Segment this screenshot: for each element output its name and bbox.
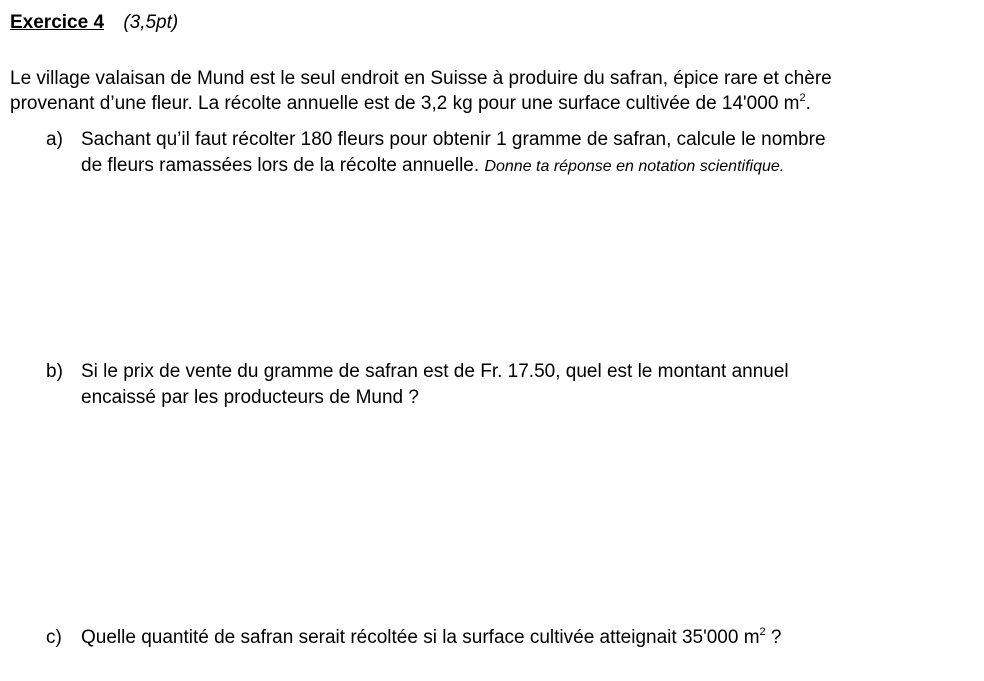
question-a-line-2 xyxy=(81,153,966,180)
intro-line-2-end: . xyxy=(805,93,811,114)
question-c-text xyxy=(81,625,966,651)
intro-line-2 xyxy=(10,91,975,116)
question-c-line-1 xyxy=(81,625,966,651)
question-a-note: Donne ta réponse en notation scientifique. xyxy=(484,158,785,175)
question-c-exponent: 2 xyxy=(759,625,766,638)
intro-exponent: 2 xyxy=(799,91,806,104)
question-c-letter: c) xyxy=(46,627,62,648)
question-c xyxy=(46,625,966,651)
question-a-line-1: Sachant qu’il faut récolter 180 fleurs pour obtenir 1 gramme de safran, calcule le nombre xyxy=(81,129,826,150)
question-b-text xyxy=(81,359,966,411)
question-a-letter: a) xyxy=(46,129,63,150)
intro-line-2-text: provenant d’une fleur. La récolte annuelle est de 3,2 kg pour une surface cultivée de 14'000 m xyxy=(10,93,800,114)
question-b xyxy=(46,359,966,411)
exercise-header xyxy=(10,10,178,36)
exercise-title: Exercice 4 xyxy=(10,12,105,33)
question-c-line-1-end: ? xyxy=(765,627,782,648)
question-a-text xyxy=(81,127,966,180)
question-b-line-2: encaissé par les producteurs de Mund ? xyxy=(81,387,419,408)
question-b-line-1: Si le prix de vente du gramme de safran est de Fr. 17.50, quel est le montant annuel xyxy=(81,361,789,382)
question-b-letter: b) xyxy=(46,361,63,382)
exercise-points: (3,5pt) xyxy=(123,12,179,33)
question-a xyxy=(46,127,966,180)
question-a-line-2-text: de fleurs ramassées lors de la récolte annuelle. xyxy=(81,155,480,176)
intro-line-1: Le village valaisan de Mund est le seul endroit en Suisse à produire du safran, épice rare et chère xyxy=(10,68,832,89)
question-c-line-1-text: Quelle quantité de safran serait récoltée si la surface cultivée atteignait 35'000 m xyxy=(81,627,760,648)
intro-paragraph xyxy=(10,66,975,116)
